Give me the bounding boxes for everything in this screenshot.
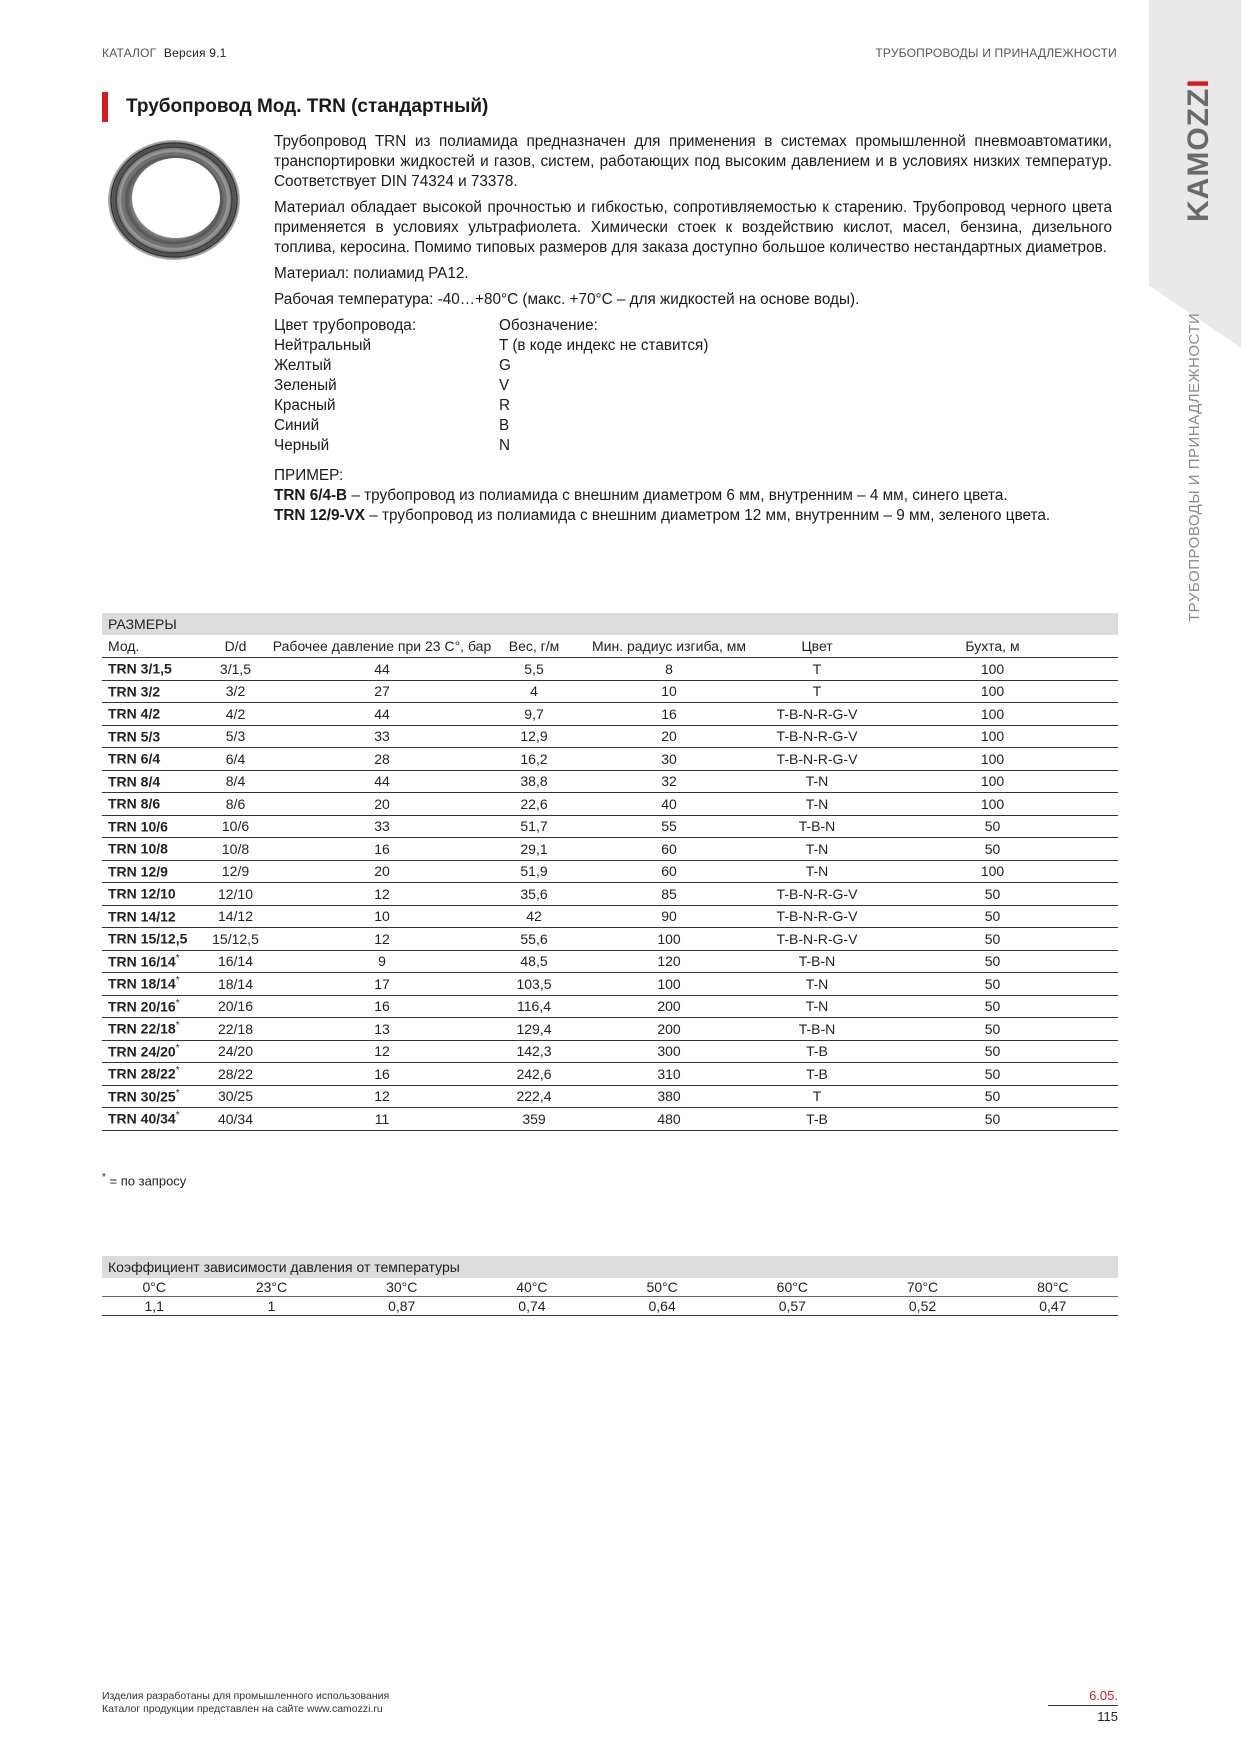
table-cell: T-B	[767, 1063, 867, 1086]
footer-line: Изделия разработаны для промышленного использования	[102, 1690, 390, 1702]
coefficient-cell: 0,74	[467, 1297, 597, 1316]
color-code: V	[499, 377, 510, 394]
example-line	[274, 506, 1112, 526]
table-cell: 12/9	[204, 860, 267, 883]
temperature-cell: 60°C	[727, 1278, 857, 1297]
sizes-table-caption: РАЗМЕРЫ	[102, 613, 1118, 635]
table-cell: 100	[867, 860, 1118, 883]
table-cell: 100	[867, 703, 1118, 726]
on-request-mark: *	[175, 1087, 180, 1099]
table-cell: 50	[867, 1018, 1118, 1041]
model-cell	[102, 905, 204, 928]
table-cell: T	[767, 1085, 867, 1108]
table-cell: 120	[571, 950, 767, 973]
table-cell: 300	[571, 1040, 767, 1063]
footnote-star: *	[102, 1172, 106, 1183]
table-cell: 222,4	[497, 1085, 571, 1108]
table-cell: 380	[571, 1085, 767, 1108]
model-cell	[102, 860, 204, 883]
table-cell: 100	[867, 658, 1118, 681]
color-name: Черный	[274, 437, 330, 454]
table-cell: 33	[267, 725, 497, 748]
on-request-mark: *	[175, 997, 180, 1009]
table-cell: 16	[571, 703, 767, 726]
page-number: 115	[1097, 1709, 1118, 1724]
table-cell: 42	[497, 905, 571, 928]
model-code: TRN 6/4	[108, 751, 161, 768]
on-request-mark: *	[175, 975, 180, 987]
table-cell: T-B-N-R-G-V	[767, 883, 867, 906]
table-row	[102, 1040, 1118, 1063]
example-line	[274, 486, 1112, 506]
model-code: TRN 22/18	[108, 1021, 176, 1038]
example-title: ПРИМЕР:	[274, 467, 344, 484]
brand-name: KAMOZZ	[1182, 87, 1215, 222]
table-row	[102, 860, 1118, 883]
table-cell: 9,7	[497, 703, 571, 726]
table-cell: 50	[867, 995, 1118, 1018]
table-cell: T-N	[767, 770, 867, 793]
color-name: Красный	[274, 397, 336, 414]
model-cell	[102, 770, 204, 793]
table-row	[102, 725, 1118, 748]
table-cell: T-N	[767, 793, 867, 816]
model-code: TRN 10/8	[108, 841, 168, 858]
table-cell: 200	[571, 1018, 767, 1041]
model-code: TRN 5/3	[108, 728, 161, 745]
table-cell: 48,5	[497, 950, 571, 973]
table-cell: 3/2	[204, 680, 267, 703]
table-cell: T	[767, 680, 867, 703]
description-paragraph: Трубопровод TRN из полиамида предназначен для применения в системах промышленной пневмоавтоматики, транспортировки жидкостей и газов, систем, работающих под высоким давлением и в условиях низких температур. Соответствует DIN 74324 и 73378.	[274, 133, 1112, 190]
table-cell: 100	[867, 680, 1118, 703]
table-cell: 33	[267, 815, 497, 838]
table-cell: 480	[571, 1108, 767, 1131]
temperature-cell: 23°C	[206, 1278, 336, 1297]
model-cell	[102, 973, 204, 996]
column-header: Бухта, м	[867, 635, 1118, 658]
table-cell: 12,9	[497, 725, 571, 748]
table-cell: 85	[571, 883, 767, 906]
table-cell: 22,6	[497, 793, 571, 816]
table-row	[102, 995, 1118, 1018]
table-cell: 22/18	[204, 1018, 267, 1041]
temperature-coefficient-table	[102, 1256, 1118, 1316]
title-accent-bar	[102, 92, 108, 122]
model-code: TRN 8/4	[108, 773, 161, 790]
table-cell: T-B-N	[767, 950, 867, 973]
column-header: Мин. радиус изгиба, мм	[571, 635, 767, 658]
temperature-cell: 40°C	[467, 1278, 597, 1297]
model-code: TRN 3/1,5	[108, 661, 172, 678]
coefficient-cell: 0,57	[727, 1297, 857, 1316]
model-code: TRN 20/16	[108, 998, 176, 1015]
table-row	[102, 950, 1118, 973]
model-cell	[102, 1063, 204, 1086]
column-header: Рабочее давление при 23 C°, бар	[267, 635, 497, 658]
table-row	[102, 658, 1118, 681]
table-row	[102, 1108, 1118, 1131]
color-codes	[274, 316, 1112, 456]
table-row	[102, 770, 1118, 793]
table-cell: 10	[571, 680, 767, 703]
page-title: Трубопровод Мод. TRN (стандартный)	[126, 96, 489, 117]
table-cell: T-N	[767, 838, 867, 861]
table-cell: T-B-N	[767, 815, 867, 838]
table-cell: 6/4	[204, 748, 267, 771]
table-cell: 100	[867, 770, 1118, 793]
model-cell	[102, 748, 204, 771]
table-cell: 50	[867, 883, 1118, 906]
on-request-mark: *	[175, 952, 180, 964]
table-cell: 10/8	[204, 838, 267, 861]
table-cell: 13	[267, 1018, 497, 1041]
temperature-line: Рабочая температура: -40…+80°C (макс. +70°C – для жидкостей на основе воды).	[274, 291, 860, 308]
example-text: – трубопровод из полиамида с внешним диаметром 12 мм, внутренним – 9 мм, зеленого цвета.	[364, 507, 1051, 524]
table-cell: 50	[867, 1063, 1118, 1086]
table-cell: 16	[267, 838, 497, 861]
table-cell: 50	[867, 1040, 1118, 1063]
table-cell: 10	[267, 905, 497, 928]
model-code: TRN 8/6	[108, 796, 161, 813]
table-cell: T-B-N-R-G-V	[767, 928, 867, 951]
table-cell: 100	[867, 748, 1118, 771]
table-cell: 11	[267, 1108, 497, 1131]
model-cell	[102, 1085, 204, 1108]
model-code: TRN 15/12,5	[108, 931, 188, 948]
on-request-mark: *	[175, 1042, 180, 1054]
coefficient-cell: 0,52	[857, 1297, 987, 1316]
table-cell: 8	[571, 658, 767, 681]
coefficient-cell: 1,1	[102, 1297, 206, 1316]
table-cell: 16	[267, 1063, 497, 1086]
catalog-label: КАТАЛОГ	[102, 46, 157, 60]
table-cell: T-B-N-R-G-V	[767, 748, 867, 771]
table-cell: 5,5	[497, 658, 571, 681]
table-cell: 50	[867, 1085, 1118, 1108]
table-cell: 50	[867, 1108, 1118, 1131]
model-cell	[102, 928, 204, 951]
table-cell: 10/6	[204, 815, 267, 838]
table-cell: 50	[867, 973, 1118, 996]
model-cell	[102, 680, 204, 703]
table-cell: 20	[267, 860, 497, 883]
on-request-mark: *	[175, 1065, 180, 1077]
table-row	[102, 838, 1118, 861]
model-cell	[102, 793, 204, 816]
table-row	[102, 703, 1118, 726]
table-row	[102, 680, 1118, 703]
table-cell: 38,8	[497, 770, 571, 793]
table-cell: 60	[571, 860, 767, 883]
vertical-section-label: ТРУБОПРОВОДЫ И ПРИНАДЛЕЖНОСТИ	[1186, 312, 1203, 622]
brand-logo	[1182, 78, 1222, 222]
model-code: TRN 12/9	[108, 863, 168, 880]
footer-note	[102, 1690, 389, 1716]
temperature-row	[102, 1278, 1118, 1297]
code-column-header: Обозначение:	[499, 317, 598, 334]
model-cell	[102, 725, 204, 748]
color-name: Синий	[274, 417, 320, 434]
model-code: TRN 14/12	[108, 908, 176, 925]
table-cell: 44	[267, 703, 497, 726]
table-cell: 55	[571, 815, 767, 838]
column-header: Мод.	[102, 635, 204, 658]
table-cell: 50	[867, 905, 1118, 928]
table-cell: 24/20	[204, 1040, 267, 1063]
footer-line: Каталог продукции представлен на сайте www.camozzi.ru	[102, 1703, 383, 1715]
model-code: TRN 16/14	[108, 953, 176, 970]
table-cell: 17	[267, 973, 497, 996]
on-request-mark: *	[175, 1020, 180, 1032]
temperature-cell: 30°C	[337, 1278, 467, 1297]
table-cell: T-B-N-R-G-V	[767, 725, 867, 748]
table-cell: 12	[267, 928, 497, 951]
table-cell: T-B	[767, 1040, 867, 1063]
table-cell: T-N	[767, 860, 867, 883]
table-cell: 3/1,5	[204, 658, 267, 681]
table-cell: 50	[867, 950, 1118, 973]
table-cell: T-N	[767, 995, 867, 1018]
table-cell: 16/14	[204, 950, 267, 973]
footnote	[102, 1172, 186, 1188]
table-cell: 12	[267, 1040, 497, 1063]
table-cell: 12/10	[204, 883, 267, 906]
table-cell: 9	[267, 950, 497, 973]
table-cell: T-B-N	[767, 1018, 867, 1041]
table-cell: 30	[571, 748, 767, 771]
model-cell	[102, 1108, 204, 1131]
table-cell: 40/34	[204, 1108, 267, 1131]
table-cell: T-N	[767, 973, 867, 996]
model-code: TRN 30/25	[108, 1088, 176, 1105]
table-cell: 30/25	[204, 1085, 267, 1108]
table-cell: 50	[867, 815, 1118, 838]
model-code: TRN 3/2	[108, 683, 161, 700]
product-description	[274, 132, 1112, 526]
table-cell: 12	[267, 883, 497, 906]
temperature-cell: 0°C	[102, 1278, 206, 1297]
model-code: TRN 4/2	[108, 706, 161, 723]
coefficient-cell: 0,64	[597, 1297, 727, 1316]
table-cell: T-B-N-R-G-V	[767, 905, 867, 928]
model-code: TRN 28/22	[108, 1066, 176, 1083]
table-cell: 4/2	[204, 703, 267, 726]
table-cell: 100	[867, 793, 1118, 816]
description-paragraph: Материал обладает высокой прочностью и гибкостью, сопротивляемостью к старению. Трубопровод черного цвета применяется в условиях ультрафиолета. Химически стоек к воздействию кислот, масел, бензина, дизельного топлива, керосина. Помимо типовых размеров для заказа доступно большое количество нестандартных диаметров.	[274, 199, 1112, 256]
table-row	[102, 928, 1118, 951]
table-header-row	[102, 635, 1118, 658]
table-row	[102, 793, 1118, 816]
table-cell: 142,3	[497, 1040, 571, 1063]
table-cell: 100	[571, 928, 767, 951]
table-cell: 51,9	[497, 860, 571, 883]
table-cell: T	[767, 658, 867, 681]
on-request-mark: *	[175, 1110, 180, 1122]
table-cell: 103,5	[497, 973, 571, 996]
table-cell: 44	[267, 770, 497, 793]
table-row	[102, 883, 1118, 906]
table-row	[102, 973, 1118, 996]
table-cell: 50	[867, 928, 1118, 951]
table-cell: 20	[571, 725, 767, 748]
model-cell	[102, 1040, 204, 1063]
table-cell: 20	[267, 793, 497, 816]
material-line: Материал: полиамид PA12.	[274, 265, 469, 282]
table-cell: 100	[571, 973, 767, 996]
table-cell: 32	[571, 770, 767, 793]
model-code: TRN 40/34	[108, 1111, 176, 1128]
color-name: Нейтральный	[274, 337, 372, 354]
brand-accent: I	[1182, 78, 1215, 88]
color-column-header: Цвет трубопровода:	[274, 317, 417, 334]
table-cell: 310	[571, 1063, 767, 1086]
catalog-header	[102, 46, 227, 60]
table-row	[102, 905, 1118, 928]
coefficient-cell: 1	[206, 1297, 336, 1316]
model-code: TRN 10/6	[108, 818, 168, 835]
table-cell: 51,7	[497, 815, 571, 838]
table-cell: 55,6	[497, 928, 571, 951]
coefficient-cell: 0,47	[988, 1297, 1118, 1316]
table-cell: 5/3	[204, 725, 267, 748]
table-row	[102, 815, 1118, 838]
model-cell	[102, 815, 204, 838]
sizes-table	[102, 613, 1118, 1131]
temperature-table-caption: Коэффициент зависимости давления от температуры	[102, 1256, 1118, 1278]
table-cell: 29,1	[497, 838, 571, 861]
table-cell: 14/12	[204, 905, 267, 928]
table-cell: 359	[497, 1108, 571, 1131]
color-code: N	[499, 437, 511, 454]
color-name: Зеленый	[274, 377, 337, 394]
table-cell: 4	[497, 680, 571, 703]
column-header: D/d	[204, 635, 267, 658]
table-cell: 100	[867, 725, 1118, 748]
table-cell: T-B-N-R-G-V	[767, 703, 867, 726]
tube-coil-image	[104, 134, 244, 264]
model-code: TRN 12/10	[108, 886, 176, 903]
table-cell: 28	[267, 748, 497, 771]
table-cell: 27	[267, 680, 497, 703]
example-text: – трубопровод из полиамида с внешним диаметром 6 мм, внутренним – 4 мм, синего цвета.	[347, 487, 1008, 504]
section-header: ТРУБОПРОВОДЫ И ПРИНАДЛЕЖНОСТИ	[875, 46, 1117, 60]
table-cell: 44	[267, 658, 497, 681]
section-number: 6.05.	[1048, 1688, 1118, 1706]
table-cell: 90	[571, 905, 767, 928]
table-cell: 129,4	[497, 1018, 571, 1041]
model-code: TRN 24/20	[108, 1043, 176, 1060]
example-code: TRN 12/9-VX	[274, 507, 365, 524]
table-cell: 200	[571, 995, 767, 1018]
footnote-text: = по запросу	[105, 1173, 187, 1189]
table-row	[102, 1085, 1118, 1108]
table-cell: 15/12,5	[204, 928, 267, 951]
temperature-cell: 50°C	[597, 1278, 727, 1297]
table-row	[102, 1018, 1118, 1041]
table-cell: 16,2	[497, 748, 571, 771]
table-cell: 40	[571, 793, 767, 816]
example-code: TRN 6/4-B	[274, 487, 348, 504]
coefficient-cell: 0,87	[337, 1297, 467, 1316]
table-cell: 18/14	[204, 973, 267, 996]
table-cell: 16	[267, 995, 497, 1018]
color-code: B	[499, 417, 510, 434]
table-cell: 12	[267, 1085, 497, 1108]
color-name: Желтый	[274, 357, 332, 374]
model-cell	[102, 838, 204, 861]
temperature-cell: 70°C	[857, 1278, 987, 1297]
model-cell	[102, 883, 204, 906]
color-code: R	[499, 397, 511, 414]
catalog-version: Версия 9.1	[163, 46, 227, 60]
table-cell: 60	[571, 838, 767, 861]
coefficient-row	[102, 1297, 1118, 1316]
table-cell: 50	[867, 838, 1118, 861]
model-cell	[102, 995, 204, 1018]
table-cell: 28/22	[204, 1063, 267, 1086]
model-code: TRN 18/14	[108, 976, 176, 993]
column-header: Вес, г/м	[497, 635, 571, 658]
model-cell	[102, 1018, 204, 1041]
table-cell: 242,6	[497, 1063, 571, 1086]
model-cell	[102, 658, 204, 681]
table-cell: 20/16	[204, 995, 267, 1018]
model-cell	[102, 703, 204, 726]
table-row	[102, 748, 1118, 771]
column-header: Цвет	[767, 635, 867, 658]
table-cell: 116,4	[497, 995, 571, 1018]
table-cell: 35,6	[497, 883, 571, 906]
model-cell	[102, 950, 204, 973]
table-cell: 8/4	[204, 770, 267, 793]
color-code: T (в коде индекс не ставится)	[499, 337, 709, 354]
temperature-cell: 80°C	[988, 1278, 1118, 1297]
table-row	[102, 1063, 1118, 1086]
table-cell: 8/6	[204, 793, 267, 816]
table-cell: T-B	[767, 1108, 867, 1131]
color-code: G	[499, 357, 511, 374]
